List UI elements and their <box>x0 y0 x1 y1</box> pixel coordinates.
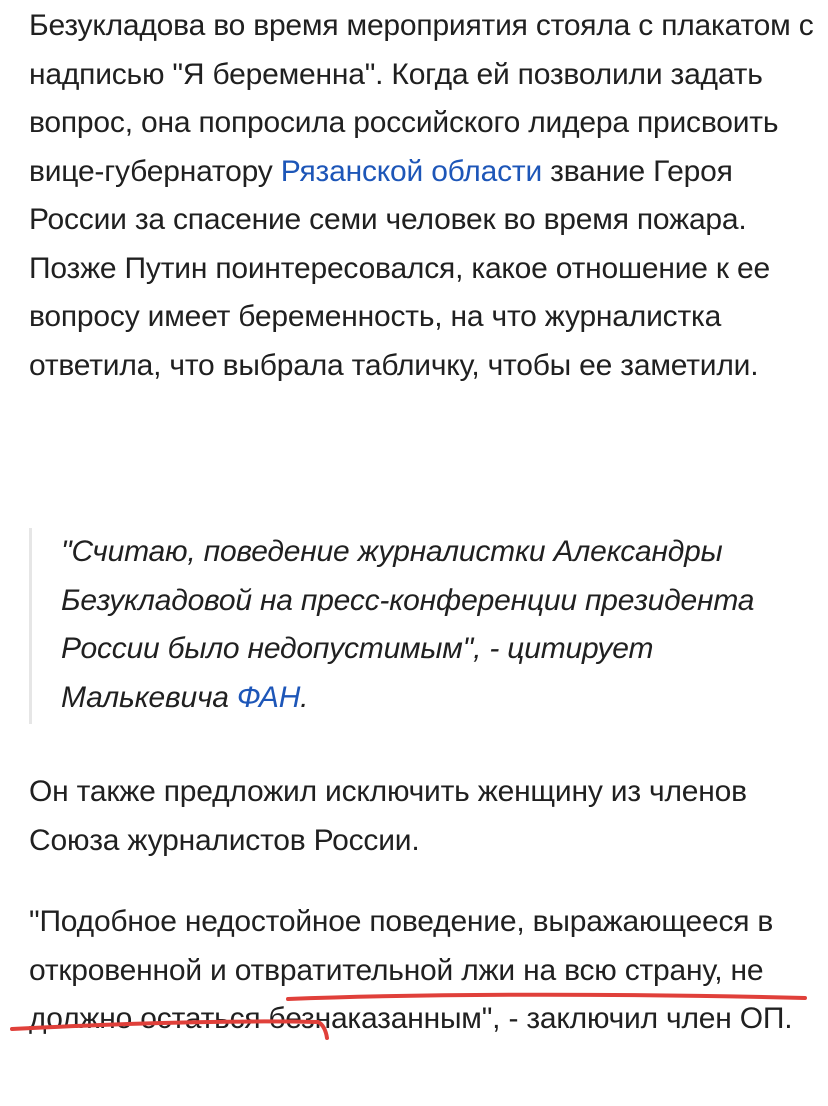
link-fan[interactable]: ФАН <box>236 680 301 714</box>
article-paragraph-1 <box>29 2 819 390</box>
article-paragraph-2: Он также предложил исключить женщину из членов Союза журналистов России. <box>29 775 747 857</box>
paragraph-text: звание Героя России за спасение семи человек во время пожара. Позже Путин поинтересовался, какое отношение к ее вопросу имеет беременность, на что журналистка ответила, что выбрала табличку, чтобы ее заметили. <box>29 154 770 382</box>
quote-text <box>61 528 809 722</box>
quote-text-after: . <box>300 680 309 714</box>
blockquote <box>29 528 809 724</box>
article-paragraph-3: "Подобное недостойное поведение, выражающееся в откровенной и отвратительной лжи на всю страну, не должно остаться безнаказанным", - заключил член ОП. <box>29 905 793 1035</box>
paragraph-text: Безукладова во время мероприятия стояла с плакатом с надписью "Я беременна". Когда ей позволили задать вопрос, она попросила российского лидера присвоить вице-губернатору <box>29 9 814 188</box>
link-ryazan-region[interactable]: Рязанской области <box>280 154 542 188</box>
quote-text-before: "Считаю, поведение журналистки Александры Безукладовой на пресс-конференции президента России было недопустимым", - цитирует Малькевича <box>61 535 755 714</box>
